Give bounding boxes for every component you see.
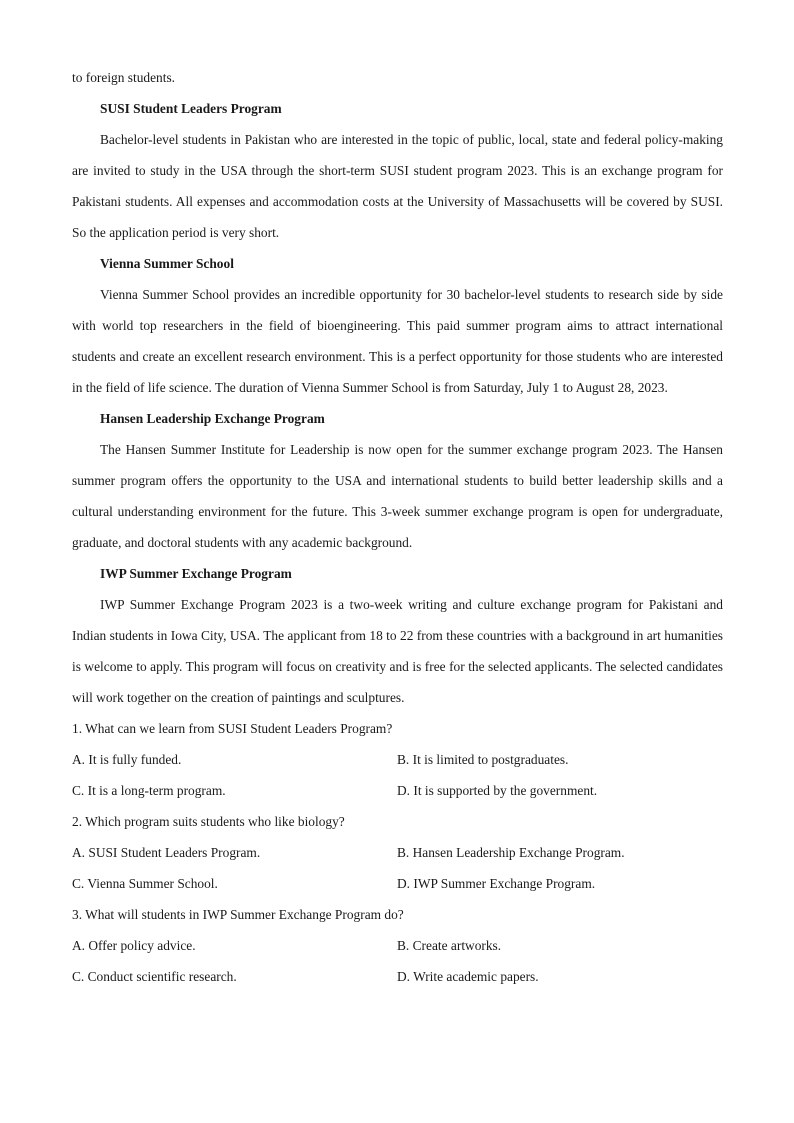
section-body: Bachelor-level students in Pakistan who are interested in the topic of public, local, state and federal policy-making are invited to study in the USA through the short-term SUSI student program 2023. This is an exchange program for Pakistani students. All expenses and accommodation costs at the University of Massachusetts will be covered by SUSI. So the application period is very short.	[72, 132, 723, 240]
option-c: C. It is a long-term program.	[72, 783, 226, 798]
section-body: Vienna Summer School provides an incredible opportunity for 30 bachelor-level students to research side by side with world top researchers in the field of bioengineering. This paid summer program aims to attract international students and create an excellent research environment. This is a perfect opportunity for those students who are interested in the field of life science. The duration of Vienna Summer School is from Saturday, July 1 to August 28, 2023.	[72, 287, 723, 395]
section-body: The Hansen Summer Institute for Leadership is now open for the summer exchange program 2023. The Hansen summer program offers the opportunity to the USA and international students to build better leadership skills and a cultural understanding environment for the future. This 3-week summer exchange program is open for undergraduate, graduate, and doctoral students with any academic background.	[72, 442, 723, 550]
question-1	[72, 713, 723, 806]
question-2	[72, 806, 723, 899]
option-d: D. Write academic papers.	[397, 969, 539, 984]
option-b: B. Hansen Leadership Exchange Program.	[397, 845, 625, 860]
option-d: D. It is supported by the government.	[397, 783, 598, 798]
option-d: D. IWP Summer Exchange Program.	[397, 876, 596, 891]
section-heading: Hansen Leadership Exchange Program	[100, 411, 325, 426]
option-a: A. Offer policy advice.	[72, 938, 196, 953]
answer-options	[72, 930, 723, 992]
document-page	[72, 62, 723, 992]
section-body: IWP Summer Exchange Program 2023 is a two-week writing and culture exchange program for Pakistani and Indian students in Iowa City, USA. The applicant from 18 to 22 from these countries with a background in art humanities is welcome to apply. This program will focus on creativity and is free for the selected applicants. The selected candidates will work together on the creation of paintings and sculptures.	[72, 597, 723, 705]
intro-fragment: to foreign students.	[72, 70, 176, 85]
option-a: A. SUSI Student Leaders Program.	[72, 845, 261, 860]
option-a: A. It is fully funded.	[72, 752, 182, 767]
section-heading: Vienna Summer School	[100, 256, 234, 271]
section-heading: SUSI Student Leaders Program	[100, 101, 282, 116]
question-stem: 3. What will students in IWP Summer Exchange Program do?	[72, 907, 404, 922]
section-hansen	[72, 403, 723, 558]
question-3	[72, 899, 723, 992]
option-b: B. It is limited to postgraduates.	[397, 752, 569, 767]
section-heading: IWP Summer Exchange Program	[100, 566, 292, 581]
section-iwp	[72, 558, 723, 713]
option-c: C. Conduct scientific research.	[72, 969, 237, 984]
section-susi	[72, 93, 723, 248]
option-b: B. Create artworks.	[397, 938, 502, 953]
section-vienna	[72, 248, 723, 403]
option-c: C. Vienna Summer School.	[72, 876, 218, 891]
answer-options	[72, 837, 723, 899]
answer-options	[72, 744, 723, 806]
question-stem: 2. Which program suits students who like biology?	[72, 814, 345, 829]
question-stem: 1. What can we learn from SUSI Student Leaders Program?	[72, 721, 393, 736]
